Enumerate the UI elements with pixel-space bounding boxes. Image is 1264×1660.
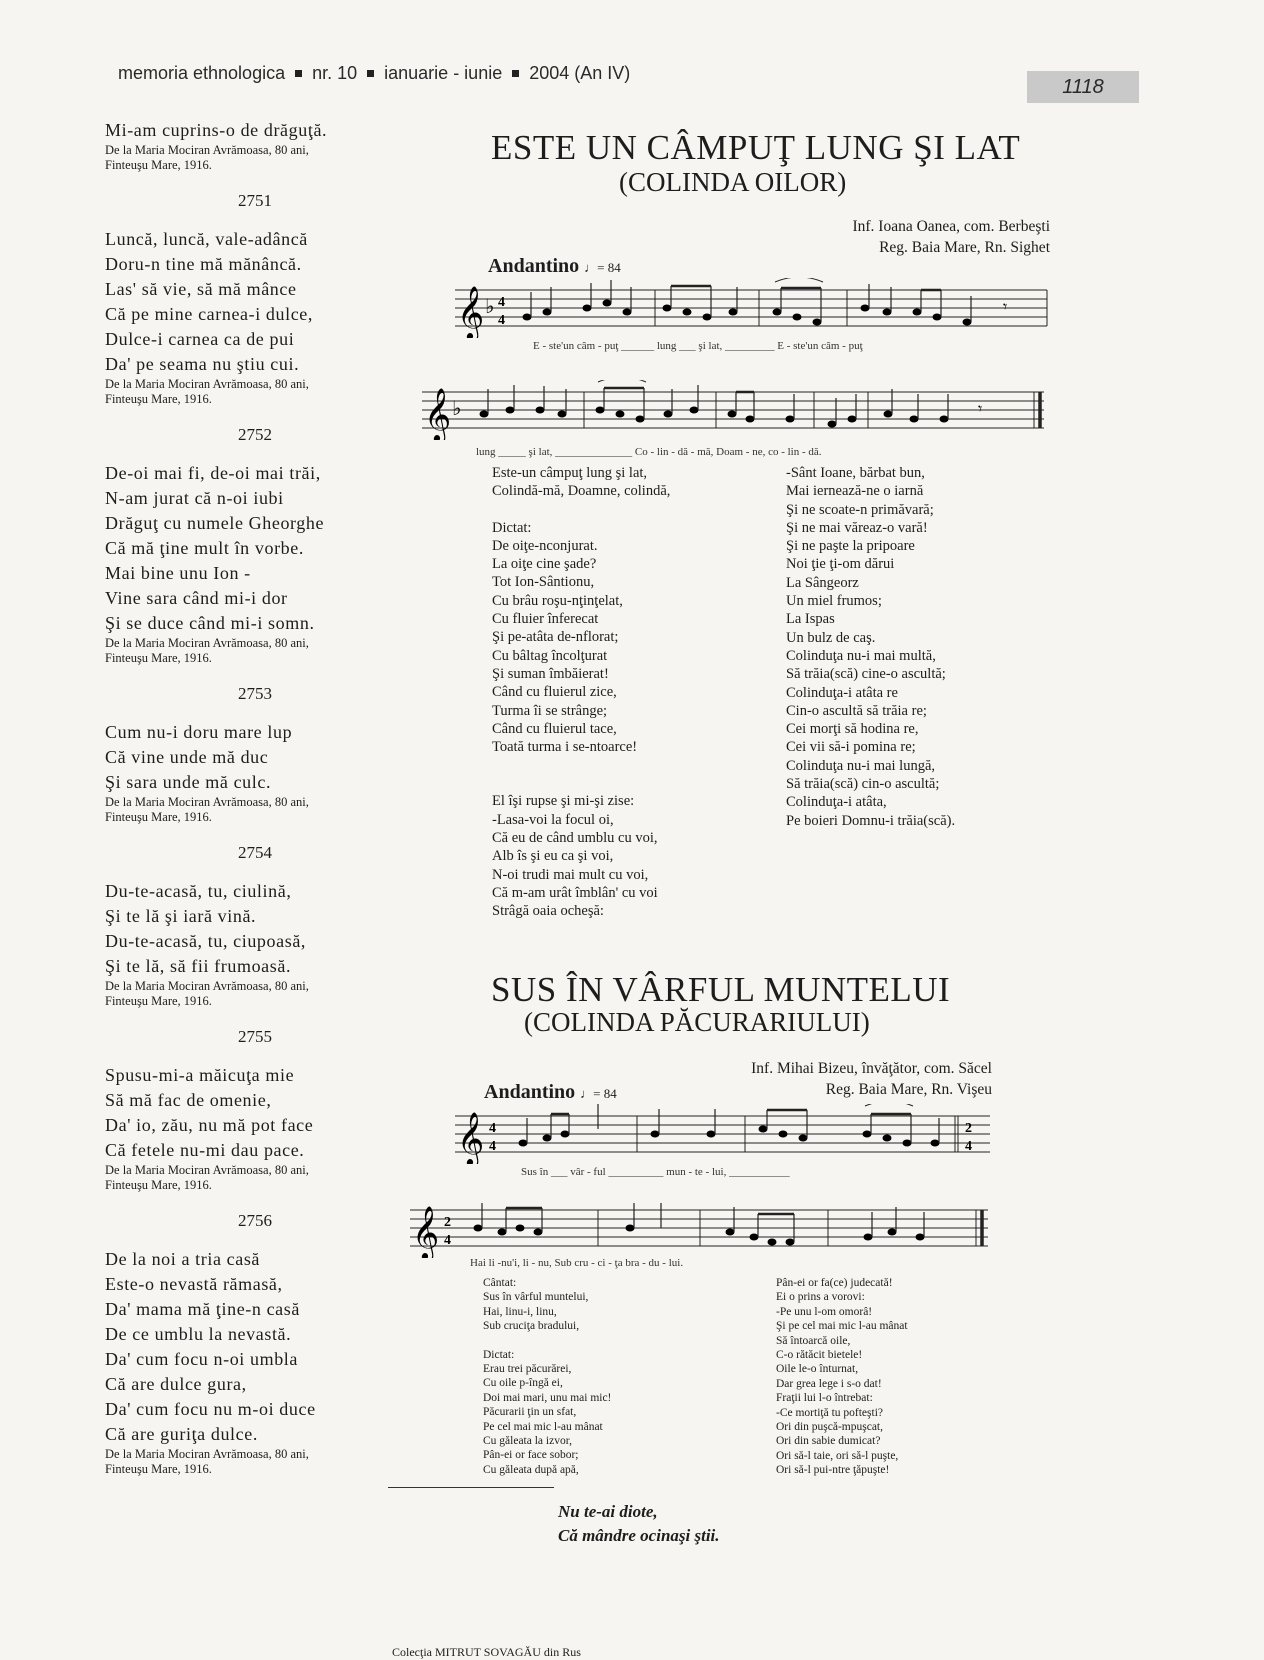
poem-line: Că mă ţine mult în vorbe. [105, 538, 304, 558]
time-signature-top: 4 [498, 295, 505, 310]
text-line: Erau trei păcurărei, [483, 1363, 572, 1376]
text-line: Fraţii lui l-o întrebat: [776, 1392, 873, 1405]
text-line: De oiţe-nconjurat. [492, 537, 598, 554]
song2-staff-1 [455, 1104, 1000, 1164]
poem-line: Că are guriţa dulce. [105, 1424, 258, 1444]
song1-informant: Inf. Ioana Oanea, com. Berbeşti [852, 218, 1050, 235]
treble-clef-icon: 𝄞 [457, 285, 485, 338]
journal-name: memoria ethnologica [118, 63, 286, 83]
song2-lyrics-1: Sus în ___ vâr - ful __________ mun - te - lui, ___________ [521, 1166, 790, 1178]
staff-lines [410, 1210, 988, 1246]
text-line: Cei vii să-i pomina re; [786, 739, 916, 756]
poem-line: De-oi mai fi, de-oi mai trăi, [105, 463, 321, 483]
song2-region: Reg. Baia Mare, Rn. Vişeu [825, 1081, 992, 1098]
song2-text-right [776, 1276, 908, 1478]
song1-lyrics-2: lung _____ şi lat, ______________ Co - lin - dă - mă, Doam - ne, co - lin - dă. [476, 446, 822, 458]
poem-number: 2751 [238, 191, 272, 210]
text-line: Că eu de când umblu cu voi, [492, 830, 658, 847]
poem-line: Da' cum focu n-oi umbla [105, 1349, 298, 1369]
text-line: Să trăia(scă) cin-o ascultă; [786, 776, 940, 793]
stanza-gap [492, 756, 670, 774]
song1-text-left [492, 464, 670, 921]
tempo-label: Andantino [484, 1081, 576, 1103]
poem-line: Dulce-i carnea ca de pui [105, 329, 295, 349]
text-line: Este-un câmpuţ lung şi lat, [492, 465, 648, 481]
song1-lyrics-1: E - ste'un câm - puţ ______ lung ___ şi lat, _________ E - ste'un câm - puţ [533, 340, 863, 352]
svg-text:𝄾: 𝄾 [978, 399, 983, 418]
song1-staff-1 [455, 278, 1055, 338]
song2-credits [751, 1058, 992, 1100]
poem-source: De la Maria Mociran Avrămoasa, 80 ani, [105, 1447, 309, 1461]
separator-square-icon [512, 70, 519, 77]
poem-source: De la Maria Mociran Avrămoasa, 80 ani, [105, 143, 309, 157]
page-number: 1118 [1027, 71, 1139, 103]
text-line: Şi ne paşte la pripoare [786, 538, 915, 555]
poem-source: Finteuşu Mare, 1916. [105, 1178, 212, 1192]
text-line: El îşi rupse şi mi-şi zise: [492, 793, 635, 810]
song1-text-right [786, 464, 955, 830]
text-line: Să întoarcă oile, [776, 1334, 851, 1347]
treble-clef-icon: 𝄞 [457, 1111, 485, 1164]
poem-source: De la Maria Mociran Avrămoasa, 80 ani, [105, 377, 309, 391]
poem [105, 1211, 405, 1477]
poem-line: Că fetele nu-mi dau pace. [105, 1140, 305, 1160]
text-line: Ori din puşcă-mpuşcat, [776, 1421, 883, 1434]
poem-source: De la Maria Mociran Avrămoasa, 80 ani, [105, 979, 309, 993]
text-line: Noi ţie ţi-om dărui [786, 556, 895, 573]
staff-lines [422, 392, 1044, 428]
poem-line: Este-o nevastă rămasă, [105, 1274, 283, 1294]
issue-year: 2004 (An IV) [529, 63, 631, 83]
text-line: Dar grea lege i s-o dat! [776, 1377, 882, 1390]
poem-line: Că pe mine carnea-i dulce, [105, 304, 314, 324]
text-line: Colindă-mă, Doamne, colindă, [492, 483, 671, 500]
text-line: La oiţe cine şade? [492, 556, 597, 573]
text-line: Doi mai mari, unu mai mic! [483, 1391, 612, 1404]
poem-line: Luncă, luncă, vale-adâncă [105, 229, 308, 249]
song1-region: Reg. Baia Mare, Rn. Sighet [879, 239, 1050, 256]
text-line: Mai iernează-ne o iarnă [786, 483, 924, 500]
poem-line: Şi se duce când mi-i somn. [105, 613, 315, 633]
text-line: Tot Ion-Sântionu, [492, 574, 595, 591]
poem-line: Să mă fac de omenie, [105, 1090, 272, 1110]
poem-line: Şi te lă, să fii frumoasă. [105, 956, 292, 976]
text-line: Păcurarii ţin un sfat, [483, 1406, 577, 1419]
time-signature-bottom: 4 [489, 1139, 496, 1154]
text-line: -Ce mortiţă tu pofteşti? [776, 1406, 883, 1419]
time-signature-top: 4 [489, 1121, 496, 1136]
song2-informant: Inf. Mihai Bizeu, învăţător, com. Săcel [751, 1060, 992, 1077]
text-line: Să trăia(scă) cine-o ascultă; [786, 666, 946, 683]
text-line: Cântat: [483, 1277, 517, 1289]
text-line: Şi suman îmbăierat! [492, 665, 609, 682]
intro-fragment [105, 118, 405, 173]
text-line: La Sângeorz [786, 574, 859, 591]
poem [105, 684, 405, 825]
time-signature-change-top: 2 [965, 1121, 972, 1136]
separator-square-icon [367, 70, 374, 77]
separator-square-icon [295, 70, 302, 77]
text-line: Că m-am urât îmblân' cu voi [492, 884, 658, 901]
text-line: Şi pe cel mai mic l-au mânat [776, 1320, 908, 1333]
poem-line: Şi sara unde mă culc. [105, 772, 272, 792]
text-line: Colinduţa-i atâta re [786, 684, 898, 701]
time-signature-bottom: 4 [444, 1233, 451, 1248]
poem-source: Finteuşu Mare, 1916. [105, 158, 212, 172]
poem-line: Spusu-mi-a măicuţa mie [105, 1065, 295, 1085]
text-line: Sus în vârful muntelui, [483, 1291, 589, 1304]
poem [105, 191, 405, 407]
poem-line: Las' să vie, să mă mânce [105, 279, 297, 299]
poem-line: Că vine unde mă duc [105, 747, 269, 767]
text-line: Cu brâu roşu-nţinţelat, [492, 592, 623, 609]
poem-line: Da' mama mă ţine-n casă [105, 1299, 300, 1319]
metronome-mark: ♩= 84 [584, 260, 621, 275]
poem-line: De la noi a tria casă [105, 1249, 261, 1269]
text-line: Când cu fluierul tace, [492, 720, 617, 737]
stanza-gap [483, 1334, 611, 1348]
notes [523, 278, 1008, 326]
poem-source: De la Maria Mociran Avrămoasa, 80 ani, [105, 1163, 309, 1177]
text-line: Sub cruciţa bradului, [483, 1320, 580, 1333]
treble-clef-icon: 𝄞 [424, 387, 452, 440]
treble-clef-icon: 𝄞 [412, 1205, 440, 1258]
song2-lyrics-2: Hai li -nu'i, li - nu, Sub cru - ci - ţa bra - du - lui. [470, 1257, 684, 1269]
poem-line: Că are dulce gura, [105, 1374, 247, 1394]
text-line: Ei o prins a vorovi: [776, 1291, 865, 1304]
poem-number: 2752 [238, 425, 272, 444]
text-line: Cu găleata după apă, [483, 1463, 579, 1476]
time-signature-bottom: 4 [498, 313, 505, 328]
poem-line: Cum nu-i doru mare lup [105, 722, 293, 742]
song1-title: ESTE UN CÂMPUŢ LUNG ŞI LAT [491, 128, 1021, 167]
poem-source: De la Maria Mociran Avrămoasa, 80 ani, [105, 795, 309, 809]
text-line: Turma îi se strânge; [492, 702, 608, 719]
poem-number: 2755 [238, 1027, 272, 1046]
poem-line: Du-te-acasă, tu, ciupoasă, [105, 931, 307, 951]
text-line: Alb îs şi eu ca şi voi, [492, 848, 614, 865]
text-line: Şi ne mai văreaz-o vară! [786, 519, 928, 536]
text-line: Când cu fluierul zice, [492, 684, 617, 701]
song1-staff-2 [422, 380, 1054, 440]
text-line: Colinduţa-i atâta, [786, 794, 887, 811]
text-line: Şi pe-atâta de-nflorat; [492, 629, 619, 646]
text-line: Ori să-l pui-ntre ţăpuşte! [776, 1464, 890, 1477]
poem-source: Finteuşu Mare, 1916. [105, 651, 212, 665]
text-line: Dictat: [483, 1348, 515, 1361]
closing-line: Nu te-ai diote, [558, 1502, 658, 1521]
song2-subtitle: (COLINDA PĂCURARIULUI) [524, 1007, 870, 1037]
divider-rule [388, 1487, 554, 1488]
text-line: Oile le-o înturnat, [776, 1363, 859, 1376]
poem-number: 2753 [238, 684, 272, 703]
closing-line: Că mândre ocinaşi ştii. [558, 1526, 720, 1545]
poem-number: 2756 [238, 1211, 272, 1230]
time-signature-change-bottom: 4 [965, 1139, 972, 1154]
poem-line: Da' cum focu nu m-oi duce [105, 1399, 316, 1419]
flat-sign-icon: ♭ [452, 396, 462, 420]
poem-source: Finteuşu Mare, 1916. [105, 1462, 212, 1476]
text-line: Cu găleata la izvor, [483, 1435, 572, 1448]
poem-line: Mai bine unu Ion - [105, 563, 251, 583]
song1-tempo [488, 255, 621, 278]
text-line: Pe cel mai mic l-au mânat [483, 1420, 603, 1433]
poem [105, 1027, 405, 1193]
notes [480, 380, 983, 428]
stanza-gap [492, 774, 670, 792]
metronome-mark: ♩= 84 [580, 1086, 617, 1101]
song1-credits [852, 216, 1050, 258]
text-line: Pân-ei or face sobor; [483, 1449, 579, 1462]
text-line: Ori din sabie dumicat? [776, 1435, 881, 1448]
notes [519, 1104, 940, 1152]
text-line: Şi ne scoate-n primăvară; [786, 501, 934, 518]
text-line: Pân-ei or fa(ce) judecată! [776, 1277, 893, 1289]
song1-subtitle: (COLINDA OILOR) [619, 167, 847, 197]
text-line: -Lasa-voi la focul oi, [492, 811, 614, 828]
text-line: Cei morţi să hodina re, [786, 721, 919, 738]
text-line: C-o rătăcit bietele! [776, 1349, 863, 1362]
poem-line: Da' pe seama nu ştiu cui. [105, 354, 300, 374]
closing-verse [558, 1500, 720, 1548]
collection-credit: Colecţia MITRUT SOVAGĂU din Rus [392, 1645, 581, 1659]
poem-line: Da' io, zău, nu mă pot face [105, 1115, 314, 1135]
poem-line: Vine sara când mi-i dor [105, 588, 288, 608]
running-header [118, 63, 630, 84]
text-line: Toată turma i se-ntoarce! [492, 739, 638, 756]
song2-text-left [483, 1276, 611, 1477]
flat-sign-icon: ♭ [485, 294, 495, 318]
issue-period: ianuarie - iunie [384, 63, 503, 83]
text-line: Un miel frumos; [786, 593, 882, 610]
time-signature-top: 2 [444, 1215, 451, 1230]
text-line: Hai, linu-i, linu, [483, 1305, 557, 1318]
text-line: Dictat: [492, 519, 532, 536]
poem-source: Finteuşu Mare, 1916. [105, 810, 212, 824]
issue-number: nr. 10 [312, 63, 358, 83]
poem-line: De ce umblu la nevastă. [105, 1324, 292, 1344]
text-line: Cu bâltag încolţurat [492, 647, 608, 664]
poem [105, 425, 405, 666]
staff-lines [455, 1116, 990, 1152]
tempo-label: Andantino [488, 255, 580, 277]
stanza-gap [492, 501, 670, 519]
poem-line: Drăguţ cu numele Gheorghe [105, 513, 325, 533]
song2-tempo [484, 1081, 617, 1104]
text-line: Cin-o ascultă să trăia re; [786, 702, 927, 719]
poem-source: Finteuşu Mare, 1916. [105, 392, 212, 406]
text-line: Cu oile p-îngă ei, [483, 1377, 563, 1390]
poem-list [105, 191, 405, 1477]
poem-line: N-am jurat că n-oi iubi [105, 488, 284, 508]
text-line: Pe boieri Domnu-i trăia(scă). [786, 812, 956, 829]
text-line: Strâgă oaia ocheşă: [492, 903, 604, 920]
poem-source: Finteuşu Mare, 1916. [105, 994, 212, 1008]
poem [105, 843, 405, 1009]
notes [474, 1203, 925, 1246]
text-line: Un bulz de caş. [786, 629, 876, 646]
text-line: Colinduţa nu-i mai lungă, [786, 757, 936, 774]
text-line: Ori să-l taie, ori să-l puşte, [776, 1449, 899, 1462]
poem-line: Doru-n tine mă mănâncă. [105, 254, 302, 274]
staff-lines [455, 290, 1047, 326]
text-line: N-oi trudi mai mult cu voi, [492, 866, 649, 883]
poem-line: Şi te lă şi iară vină. [105, 906, 257, 926]
song2-staff-2 [410, 1198, 995, 1258]
svg-text:𝄾: 𝄾 [1003, 297, 1008, 316]
text-line: -Pe unu l-om omorâ! [776, 1305, 873, 1318]
left-column [105, 118, 405, 1477]
poem-source: De la Maria Mociran Avrămoasa, 80 ani, [105, 636, 309, 650]
poem-line: Mi-am cuprins-o de drăguţă. [105, 120, 328, 140]
text-line: -Sânt Ioane, bărbat bun, [786, 465, 925, 481]
poem-line: Du-te-acasă, tu, ciulină, [105, 881, 292, 901]
song2-title: SUS ÎN VÂRFUL MUNTELUI [491, 970, 951, 1009]
text-line: La Ispas [786, 611, 835, 628]
text-line: Colinduţa nu-i mai multă, [786, 647, 936, 664]
poem-number: 2754 [238, 843, 272, 862]
text-line: Cu fluier înferecat [492, 611, 599, 628]
